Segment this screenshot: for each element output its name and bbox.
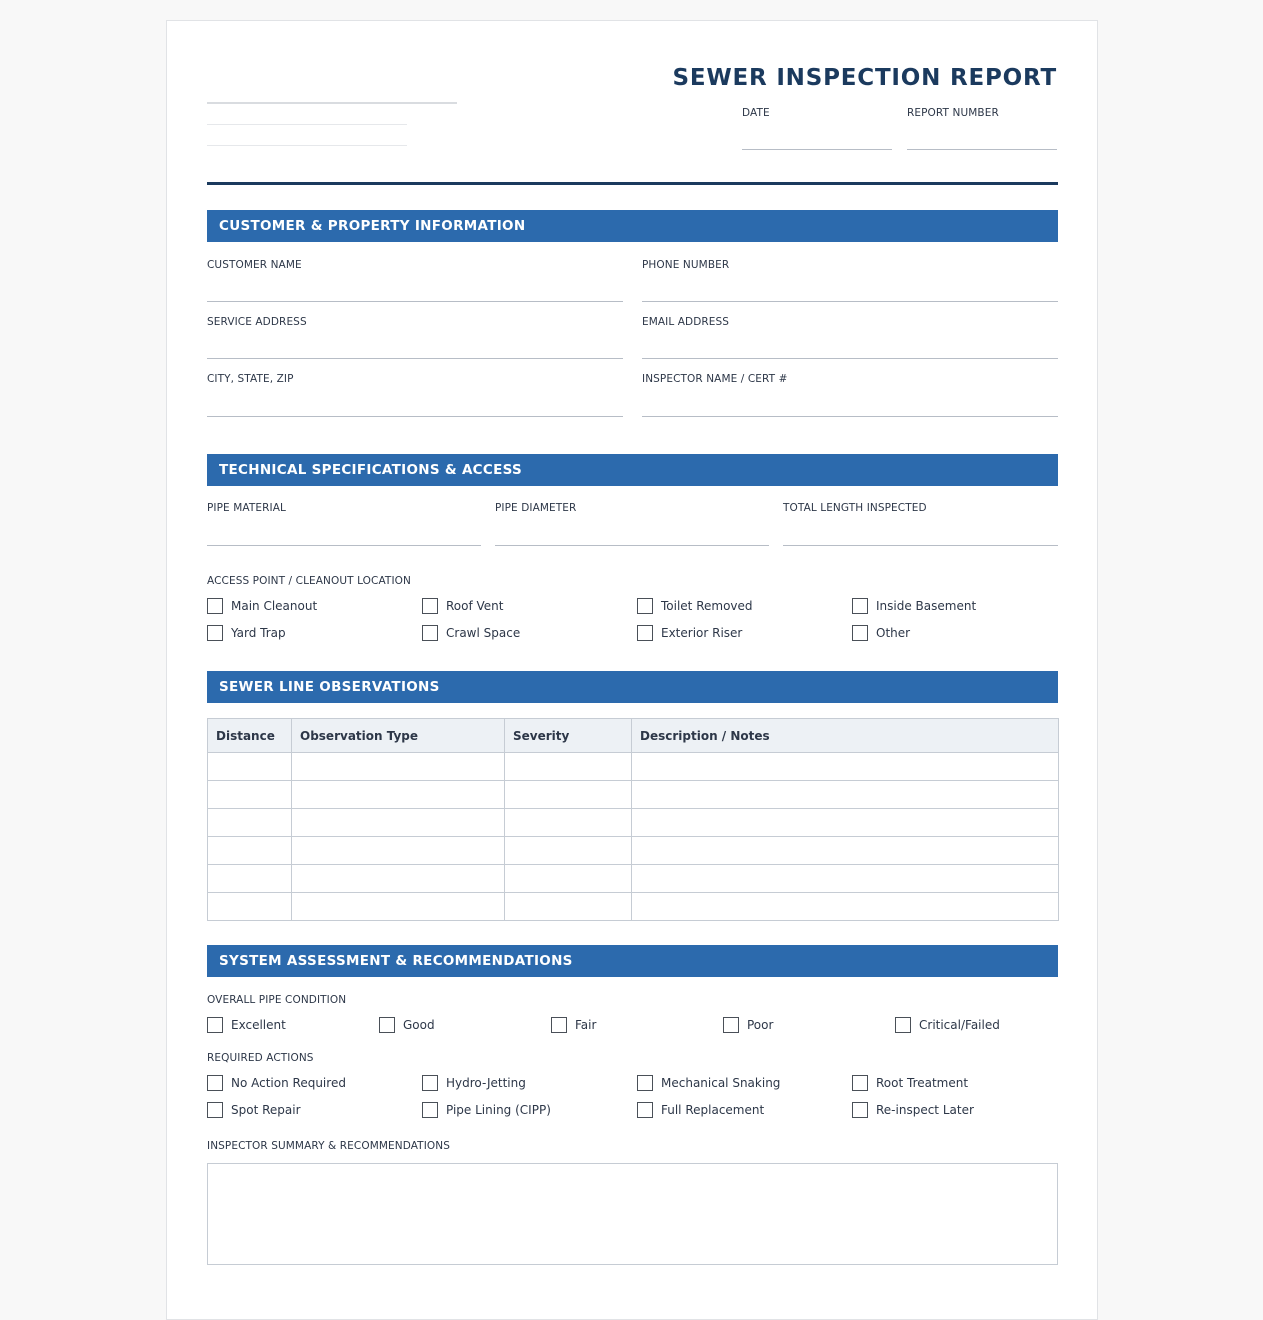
table-cell[interactable]: [632, 893, 1059, 921]
checkbox[interactable]: [852, 598, 868, 614]
checkbox[interactable]: [895, 1017, 911, 1033]
table-cell[interactable]: [505, 865, 632, 893]
pipe-material-label: PIPE MATERIAL: [207, 502, 286, 514]
access-option-other[interactable]: Other: [852, 625, 910, 641]
table-cell[interactable]: [208, 753, 292, 781]
company-name-line: [207, 124, 407, 125]
access-option-crawl-space[interactable]: Crawl Space: [422, 625, 520, 641]
checkbox[interactable]: [422, 625, 438, 641]
inspector-name-field[interactable]: [642, 416, 1058, 417]
action-option-root-treatment[interactable]: Root Treatment: [852, 1075, 968, 1091]
action-option-hydro-jetting[interactable]: Hydro-Jetting: [422, 1075, 526, 1091]
table-cell[interactable]: [505, 893, 632, 921]
condition-option-poor[interactable]: Poor: [723, 1017, 773, 1033]
table-cell[interactable]: [292, 837, 505, 865]
access-point-label: ACCESS POINT / CLEANOUT LOCATION: [207, 575, 411, 587]
checkbox[interactable]: [852, 1075, 868, 1091]
table-cell[interactable]: [292, 781, 505, 809]
table-row: [208, 781, 1059, 809]
checkbox[interactable]: [379, 1017, 395, 1033]
service-address-field[interactable]: [207, 358, 623, 359]
checkbox[interactable]: [637, 1075, 653, 1091]
total-length-field[interactable]: [783, 545, 1058, 546]
email-address-field[interactable]: [642, 358, 1058, 359]
condition-option-excellent[interactable]: Excellent: [207, 1017, 286, 1033]
table-cell[interactable]: [632, 865, 1059, 893]
logo-placeholder-line: [207, 102, 457, 104]
table-cell[interactable]: [208, 837, 292, 865]
report-title: SEWER INSPECTION REPORT: [672, 65, 1057, 91]
customer-name-label: CUSTOMER NAME: [207, 259, 302, 271]
table-cell[interactable]: [292, 753, 505, 781]
table-cell[interactable]: [292, 865, 505, 893]
table-cell[interactable]: [208, 781, 292, 809]
table-cell[interactable]: [632, 809, 1059, 837]
pipe-condition-label: OVERALL PIPE CONDITION: [207, 994, 347, 1006]
assessment-section-heading: SYSTEM ASSESSMENT & RECOMMENDATIONS: [207, 945, 1058, 977]
checkbox[interactable]: [207, 1075, 223, 1091]
condition-option-good[interactable]: Good: [379, 1017, 435, 1033]
checkbox[interactable]: [852, 625, 868, 641]
customer-section-heading: CUSTOMER & PROPERTY INFORMATION: [207, 210, 1058, 242]
table-row: [208, 837, 1059, 865]
checkbox[interactable]: [637, 598, 653, 614]
pipe-diameter-field[interactable]: [495, 545, 769, 546]
checkbox[interactable]: [207, 625, 223, 641]
table-row: [208, 753, 1059, 781]
company-address-line: [207, 145, 407, 146]
condition-option-fair[interactable]: Fair: [551, 1017, 596, 1033]
column-header-distance: Distance: [208, 719, 292, 753]
total-length-label: TOTAL LENGTH INSPECTED: [783, 502, 927, 514]
checkbox[interactable]: [207, 598, 223, 614]
column-header-description: Description / Notes: [632, 719, 1059, 753]
city-state-zip-field[interactable]: [207, 416, 623, 417]
report-number-label: REPORT NUMBER: [907, 107, 999, 119]
observations-section-heading: SEWER LINE OBSERVATIONS: [207, 671, 1058, 703]
summary-textarea[interactable]: [207, 1163, 1058, 1265]
checkbox[interactable]: [207, 1017, 223, 1033]
checkbox[interactable]: [637, 625, 653, 641]
checkbox[interactable]: [207, 1102, 223, 1118]
action-option-mechanical-snaking[interactable]: Mechanical Snaking: [637, 1075, 780, 1091]
checkbox[interactable]: [852, 1102, 868, 1118]
table-cell[interactable]: [208, 893, 292, 921]
customer-name-field[interactable]: [207, 301, 623, 302]
action-option-no-action[interactable]: No Action Required: [207, 1075, 346, 1091]
table-cell[interactable]: [632, 781, 1059, 809]
table-cell[interactable]: [632, 837, 1059, 865]
access-option-yard-trap[interactable]: Yard Trap: [207, 625, 286, 641]
access-option-main-cleanout[interactable]: Main Cleanout: [207, 598, 317, 614]
access-option-inside-basement[interactable]: Inside Basement: [852, 598, 976, 614]
checkbox[interactable]: [422, 598, 438, 614]
checkbox[interactable]: [637, 1102, 653, 1118]
checkbox[interactable]: [723, 1017, 739, 1033]
checkbox[interactable]: [551, 1017, 567, 1033]
action-option-spot-repair[interactable]: Spot Repair: [207, 1102, 301, 1118]
checkbox[interactable]: [422, 1075, 438, 1091]
summary-label: INSPECTOR SUMMARY & RECOMMENDATIONS: [207, 1140, 450, 1152]
table-row: [208, 865, 1059, 893]
email-address-label: EMAIL ADDRESS: [642, 316, 730, 328]
action-option-reinspect-later[interactable]: Re-inspect Later: [852, 1102, 974, 1118]
table-row: [208, 809, 1059, 837]
table-cell[interactable]: [632, 753, 1059, 781]
column-header-severity: Severity: [505, 719, 632, 753]
column-header-observation-type: Observation Type: [292, 719, 505, 753]
table-cell[interactable]: [505, 837, 632, 865]
table-cell[interactable]: [292, 809, 505, 837]
table-header-row: [208, 719, 1059, 753]
table-row: [208, 893, 1059, 921]
condition-option-critical-failed[interactable]: Critical/Failed: [895, 1017, 1000, 1033]
date-label: DATE: [742, 107, 770, 119]
phone-number-label: PHONE NUMBER: [642, 259, 730, 271]
checkbox[interactable]: [422, 1102, 438, 1118]
header-divider: [207, 182, 1058, 185]
table-cell[interactable]: [208, 809, 292, 837]
pipe-diameter-label: PIPE DIAMETER: [495, 502, 577, 514]
observations-table: [207, 718, 1059, 921]
inspector-name-label: INSPECTOR NAME / CERT #: [642, 373, 788, 385]
technical-section-heading: TECHNICAL SPECIFICATIONS & ACCESS: [207, 454, 1058, 486]
action-option-full-replacement[interactable]: Full Replacement: [637, 1102, 764, 1118]
table-cell[interactable]: [505, 753, 632, 781]
table-cell[interactable]: [505, 781, 632, 809]
access-option-roof-vent[interactable]: Roof Vent: [422, 598, 504, 614]
access-option-toilet-removed[interactable]: Toilet Removed: [637, 598, 753, 614]
table-cell[interactable]: [505, 809, 632, 837]
phone-number-field[interactable]: [642, 301, 1058, 302]
table-cell[interactable]: [208, 865, 292, 893]
required-actions-label: REQUIRED ACTIONS: [207, 1052, 314, 1064]
table-cell[interactable]: [292, 893, 505, 921]
report-page: [166, 20, 1098, 1320]
report-number-field[interactable]: [907, 149, 1057, 150]
date-field[interactable]: [742, 149, 892, 150]
access-option-exterior-riser[interactable]: Exterior Riser: [637, 625, 742, 641]
action-option-pipe-lining[interactable]: Pipe Lining (CIPP): [422, 1102, 551, 1118]
service-address-label: SERVICE ADDRESS: [207, 316, 307, 328]
pipe-material-field[interactable]: [207, 545, 481, 546]
city-state-zip-label: CITY, STATE, ZIP: [207, 373, 294, 385]
